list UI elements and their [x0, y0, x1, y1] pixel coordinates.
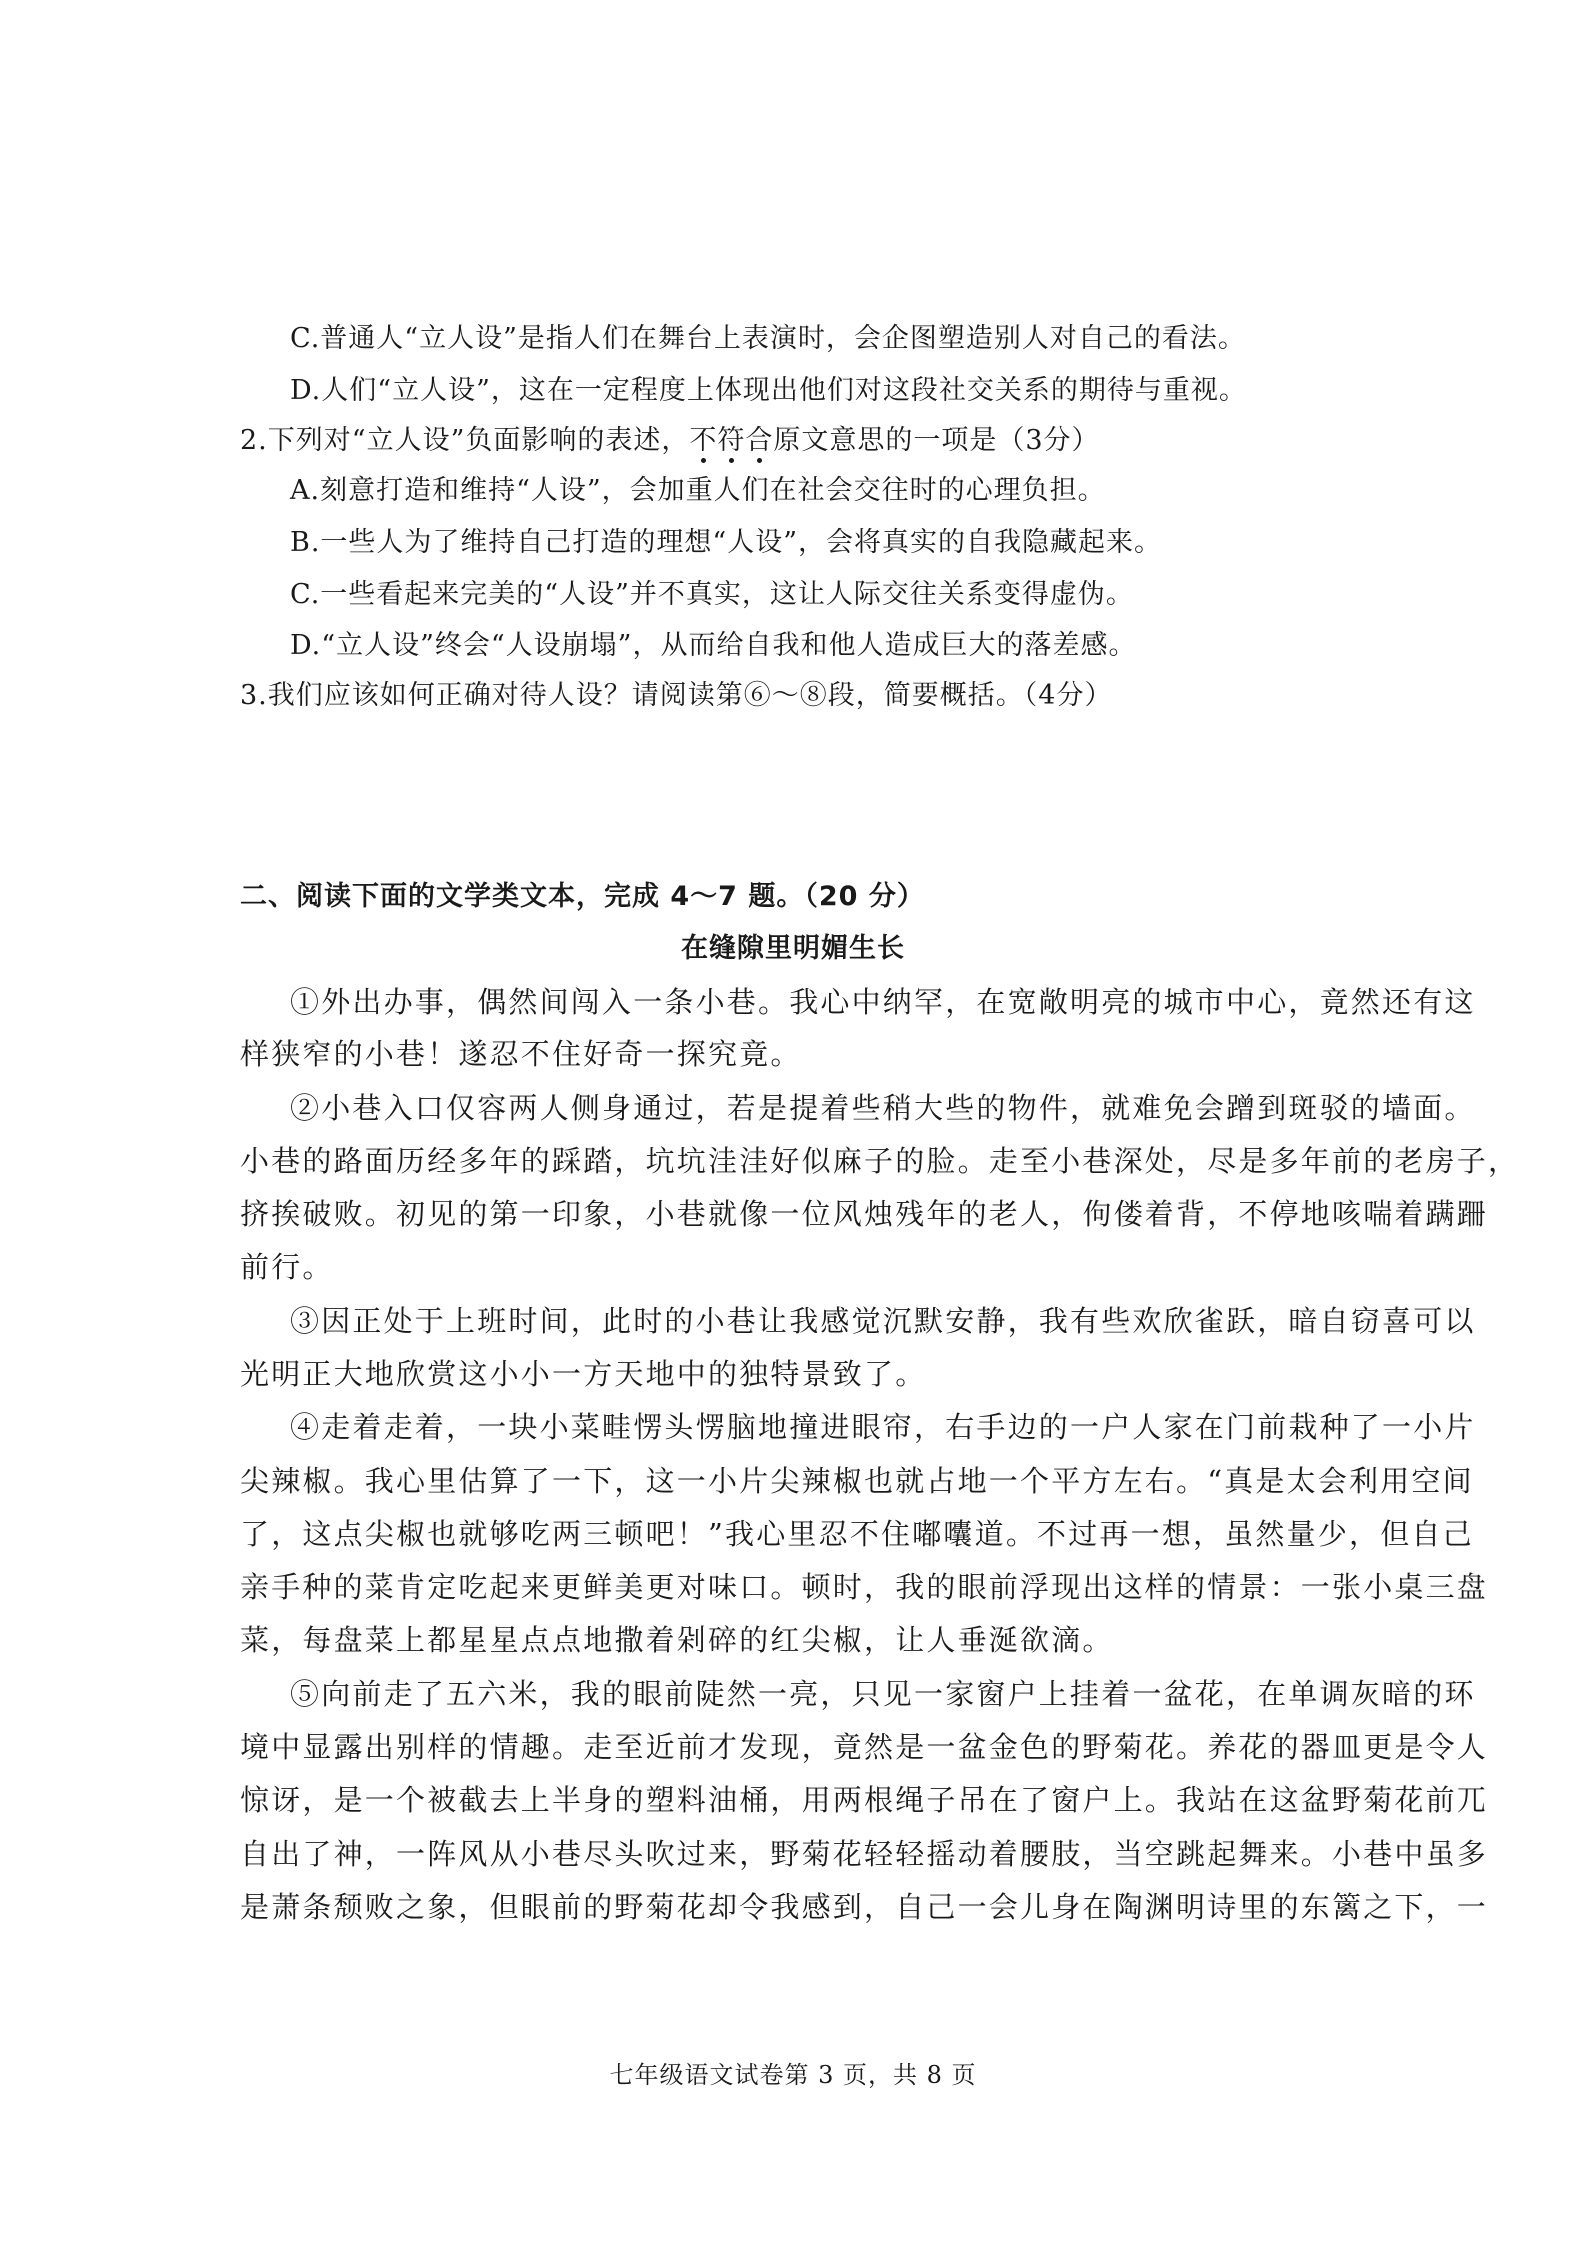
q1-option-c: C.普通人“立人设”是指人们在舞台上表演时，会企图塑造别人对自己的看法。: [290, 323, 1246, 354]
q2-option-a: A.刻意打造和维持“人设”，会加重人们在社会交往时的心理负担。: [290, 475, 1106, 506]
emphasis-dots: [689, 458, 773, 466]
q2-option-b: B.一些人为了维持自己打造的理想“人设”，会将真实的自我隐藏起来。: [290, 527, 1163, 558]
question-2: [240, 424, 1100, 458]
passage-title: 在缝隙里明媚生长: [681, 933, 905, 964]
passage-line: 样狭窄的小巷！遂忍不住好奇一探究竟。: [240, 1037, 802, 1071]
passage-line: ②小巷入口仅容两人侧身通过，若是提着些稍大些的物件，就难免会蹭到斑驳的墙面。: [290, 1091, 1476, 1125]
question-2-prefix: 2.下列对“立人设”负面影响的表述，: [240, 425, 690, 456]
passage-line: ①外出办事，偶然间闯入一条小巷。我心中纳罕，在宽敞明亮的城市中心，竟然还有这: [290, 985, 1476, 1019]
passage-line: 菜，每盘菜上都星星点点地撒着剁碎的红尖椒，让人垂涎欲滴。: [240, 1623, 1114, 1657]
passage-line: 境中显露出别样的情趣。走至近前才发现，竟然是一盆金色的野菊花。养花的器皿更是令人: [240, 1730, 1489, 1764]
q2-option-c: C.一些看起来完美的“人设”并不真实，这让人际交往关系变得虚伪。: [290, 579, 1134, 610]
q2-option-d: D.“立人设”终会“人设崩塌”，从而给自我和他人造成巨大的落差感。: [290, 630, 1137, 661]
passage-line: 小巷的路面历经多年的踩踏，坑坑洼洼好似麻子的脸。走至小巷深处，尽是多年前的老房子，: [240, 1144, 1520, 1178]
question-3: 3.我们应该如何正确对待人设？请阅读第⑥～⑧段，简要概括。（4分）: [240, 680, 1113, 711]
q1-option-d: D.人们“立人设”，这在一定程度上体现出他们对这段社交关系的期待与重视。: [290, 375, 1247, 406]
passage-line: 惊讶，是一个被截去上半身的塑料油桶，用两根绳子吊在了窗户上。我站在这盆野菊花前兀: [240, 1783, 1489, 1817]
passage-line: 自出了神，一阵风从小巷尽头吹过来，野菊花轻轻摇动着腰肢，当空跳起舞来。小巷中虽多: [240, 1837, 1489, 1871]
passage-line: 挤挨破败。初见的第一印象，小巷就像一位风烛残年的老人，佝偻着背，不停地咳喘着蹒跚: [240, 1197, 1489, 1231]
passage-line: ④走着走着，一块小菜畦愣头愣脑地撞进眼帘，右手边的一户人家在门前栽种了一小片: [290, 1410, 1476, 1444]
page-footer: 七年级语文试卷第 3 页，共 8 页: [609, 2061, 977, 2089]
question-2-suffix: 原文意思的一项是（3分）: [773, 425, 1100, 456]
passage-line: 前行。: [240, 1250, 334, 1284]
question-2-emphasis: 不符合: [689, 424, 773, 458]
passage-line: 亲手种的菜肯定吃起来更鲜美更对味口。顿时，我的眼前浮现出这样的情景：一张小桌三盘: [240, 1570, 1489, 1604]
section-2-heading: 二、阅读下面的文学类文本，完成 4～7 题。（20 分）: [240, 881, 925, 912]
passage-line: 光明正大地欣赏这小小一方天地中的独特景致了。: [240, 1357, 927, 1391]
passage-line: 了，这点尖椒也就够吃两三顿吧！”我心里忍不住嘟囔道。不过再一想，虽然量少，但自己: [240, 1517, 1474, 1551]
passage-line: ③因正处于上班时间，此时的小巷让我感觉沉默安静，我有些欢欣雀跃，暗自窃喜可以: [290, 1304, 1476, 1338]
passage-line: ⑤向前走了五六米，我的眼前陡然一亮，只见一家窗户上挂着一盆花，在单调灰暗的环: [290, 1677, 1476, 1711]
passage-line: 是萧条颓败之象，但眼前的野菊花却令我感到，自己一会儿身在陶渊明诗里的东篱之下，一: [240, 1890, 1489, 1924]
passage-line: 尖辣椒。我心里估算了一下，这一小片尖辣椒也就占地一个平方左右。“真是太会利用空间: [240, 1464, 1474, 1498]
